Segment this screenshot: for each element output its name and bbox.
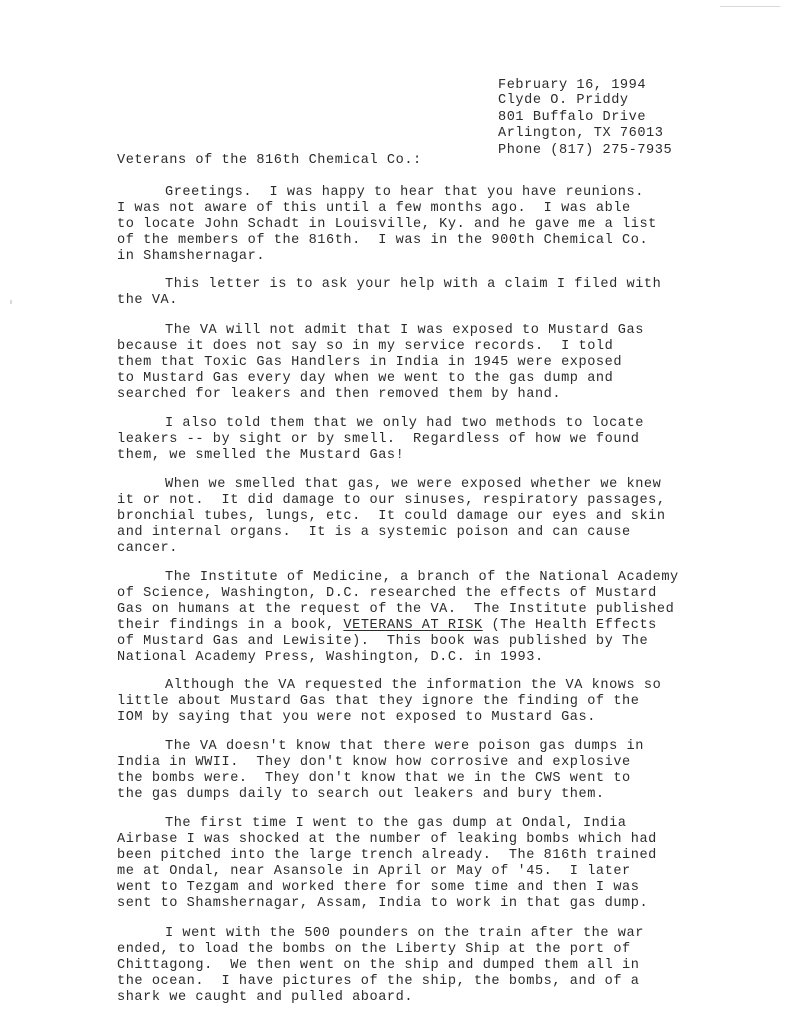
text-line: been pitched into the large trench already. The 816th trained [117,848,657,863]
text-line: The Institute of Medicine, a branch of the National Academy [165,570,679,585]
text-line: Gas on humans at the request of the VA. The Institute published [117,602,675,617]
text-line: Greetings. I was happy to hear that you have reunions. [165,185,644,200]
text-line: and internal organs. It is a systemic poison and can cause [117,525,631,540]
text-line: it or not. It did damage to our sinuses, respiratory passages, [117,493,666,508]
sender-name: Clyde O. Priddy [498,93,629,108]
text-line: them, we smelled the Mustard Gas! [117,448,405,463]
sender-street: 801 Buffalo Drive [498,110,647,125]
sender-phone: Phone (817) 275-7935 [498,143,673,158]
text-line: Although the VA requested the information the VA knows so [165,678,662,693]
text-line: When we smelled that gas, we were exposed whether we knew [165,477,662,492]
text-segment: their findings in a book, [117,618,344,633]
text-line-with-book-title [117,618,657,634]
text-line: went to Tezgam and worked there for some time and then I was [117,880,640,895]
text-line: This letter is to ask your help with a claim I filed with [165,277,662,292]
sender-city: Arlington, TX 76013 [498,126,664,141]
text-line: Airbase I was shocked at the number of leaking bombs which had [117,832,657,847]
text-line: cancer. [117,541,178,556]
text-line: the bombs were. They don't know that we in the CWS went to [117,771,631,786]
text-line: the gas dumps daily to search out leakers and bury them. [117,787,605,802]
salutation: Veterans of the 816th Chemical Co.: [117,153,422,168]
text-line: searched for leakers and then removed them by hand. [117,387,562,402]
text-line: the ocean. I have pictures of the ship, the bombs, and of a [117,974,640,989]
text-line: The VA will not admit that I was exposed to Mustard Gas [165,323,644,338]
text-line: them that Toxic Gas Handlers in India in 1945 were exposed [117,355,623,370]
text-line: little about Mustard Gas that they ignore the finding of the [117,694,640,709]
text-line: National Academy Press, Washington, D.C. in 1993. [117,650,544,665]
text-line: to Mustard Gas every day when we went to the gas dump and [117,371,614,386]
text-line: bronchial tubes, lungs, etc. It could damage our eyes and skin [117,509,666,524]
text-line: leakers -- by sight or by smell. Regardless of how we found [117,432,640,447]
text-segment: (The Health Effects [482,618,657,633]
text-line: I was not aware of this until a few months ago. I was able [117,201,631,216]
text-line: shark we caught and pulled aboard. [117,990,414,1005]
text-line: sent to Shamshernagar, Assam, India to work in that gas dump. [117,896,649,911]
text-line: ended, to load the bombs on the Liberty Ship at the port of [117,942,631,957]
scan-artifact [10,300,12,304]
text-line: of Mustard Gas and Lewisite). This book was published by The [117,634,649,649]
text-line: of the members of the 816th. I was in the 900th Chemical Co. [117,233,649,248]
book-title: VETERANS AT RISK [343,618,483,633]
text-line: I also told them that we only had two methods to locate [165,416,644,431]
text-line: The first time I went to the gas dump at Ondal, India [165,816,627,831]
letter-date: February 16, 1994 [498,78,647,93]
text-line: India in WWII. They don't know how corrosive and explosive [117,755,631,770]
text-line: because it does not say so in my service records. I told [117,339,614,354]
text-line: me at Ondal, near Asansole in April or May of '45. I later [117,864,631,879]
text-line: in Shamshernagar. [117,249,266,264]
text-line: to locate John Schadt in Louisville, Ky. and he gave me a list [117,217,657,232]
text-line: of Science, Washington, D.C. researched the effects of Mustard [117,586,657,601]
text-line: I went with the 500 pounders on the train after the war [165,926,644,941]
text-line: The VA doesn't know that there were poison gas dumps in [165,739,644,754]
text-line: IOM by saying that you were not exposed to Mustard Gas. [117,710,596,725]
text-line: the VA. [117,293,178,308]
text-line: Chittagong. We then went on the ship and dumped them all in [117,958,640,973]
scan-artifact [720,6,780,7]
